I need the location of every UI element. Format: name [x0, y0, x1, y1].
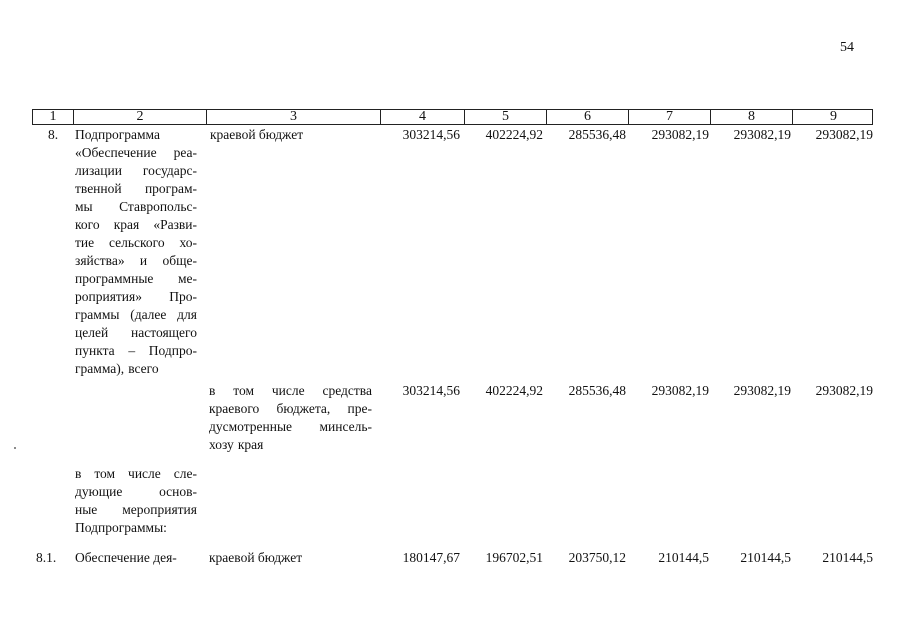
scan-speck: [14, 447, 16, 449]
value-col-7: 210144,5: [658, 550, 709, 565]
value-col-8: 293082,19: [733, 383, 791, 398]
word: Про-: [169, 289, 197, 304]
word: для: [177, 307, 197, 322]
word: числе: [128, 466, 161, 481]
value-col-8: 210144,5: [740, 550, 791, 565]
text-line: [75, 144, 197, 162]
word: края: [113, 217, 140, 232]
row-8-name: [75, 126, 197, 378]
value-col-9: 293082,19: [815, 127, 873, 142]
row-8-sub-source: [209, 382, 372, 454]
text-line: [75, 342, 197, 360]
text-line: [75, 270, 197, 288]
header-col-5: 5: [464, 110, 546, 124]
word: дусмотренные: [209, 419, 293, 434]
text-line: [75, 519, 197, 537]
word: программные: [75, 271, 154, 286]
word: целей: [75, 325, 109, 340]
header-col-4: 4: [380, 110, 464, 124]
text-line: [209, 436, 372, 454]
text-line: [75, 198, 197, 216]
text-line: [209, 382, 372, 400]
word: ные: [75, 502, 98, 517]
word: и: [139, 253, 148, 268]
word: в: [75, 466, 82, 481]
value-col-6: 285536,48: [568, 383, 626, 398]
word: сле-: [173, 466, 197, 481]
word: сельского: [109, 235, 165, 250]
word: всего: [128, 361, 159, 376]
word: пре-: [347, 401, 372, 416]
word: твенной: [75, 181, 122, 196]
text-line: [209, 400, 372, 418]
word: зяйства»: [75, 253, 125, 268]
value-col-4: 303214,56: [402, 383, 460, 398]
text-line: [75, 465, 197, 483]
text-line: [75, 483, 197, 501]
word: «Обеспечение: [75, 145, 157, 160]
row-8-1-name: Обеспечение дея-: [75, 550, 177, 565]
row-8-number: 8.: [48, 127, 59, 142]
row-8-1-source: краевой бюджет: [209, 550, 303, 565]
word: минсель-: [319, 419, 372, 434]
value-col-5: 402224,92: [485, 383, 543, 398]
word: в: [209, 383, 216, 398]
word: (далее: [130, 307, 167, 322]
word: лизации: [75, 163, 122, 178]
header-col-9: 9: [792, 110, 874, 124]
word: тие: [75, 235, 95, 250]
word: програм-: [144, 181, 197, 196]
text-line: [75, 180, 197, 198]
word: настоящего: [131, 325, 197, 340]
word: основ-: [159, 484, 197, 499]
word: дующие: [75, 484, 123, 499]
word: мероприятия: [122, 502, 197, 517]
page-number: 54: [840, 40, 854, 55]
word: роприятия»: [75, 289, 142, 304]
header-col-2: 2: [73, 110, 206, 124]
word: Подпро-: [148, 343, 197, 358]
word: бюджета,: [276, 401, 331, 416]
word: кого: [75, 217, 100, 232]
word: Подпрограммы:: [75, 520, 167, 535]
value-col-7: 293082,19: [651, 383, 709, 398]
text-line: [75, 324, 197, 342]
value-col-9: 210144,5: [822, 550, 873, 565]
value-col-8: 293082,19: [733, 127, 791, 142]
header-col-1: 1: [49, 109, 57, 124]
word: Ставропольс-: [119, 199, 197, 214]
text-line: [75, 360, 197, 378]
word: Подпрограмма: [75, 127, 160, 142]
value-col-9: 293082,19: [815, 383, 873, 398]
text-line: [75, 216, 197, 234]
word: средства: [322, 383, 372, 398]
value-col-6: 203750,12: [568, 550, 626, 565]
word: мы: [75, 199, 93, 214]
value-col-5: 196702,51: [485, 550, 543, 565]
row-8-1-number: 8.1.: [36, 550, 57, 565]
word: грамма),: [75, 361, 125, 376]
row-8-source: краевой бюджет: [210, 127, 304, 142]
word: реа-: [173, 145, 197, 160]
text-line: [75, 252, 197, 270]
value-col-6: 285536,48: [568, 127, 626, 142]
table-header-row: [32, 109, 873, 125]
word: ме-: [177, 271, 197, 286]
word: «Разви-: [153, 217, 197, 232]
word: том: [233, 383, 254, 398]
text-line: [75, 306, 197, 324]
header-col-8: 8: [710, 110, 792, 124]
value-col-4: 303214,56: [402, 127, 460, 142]
word: хо-: [179, 235, 197, 250]
value-col-5: 402224,92: [485, 127, 543, 142]
word: обще-: [162, 253, 197, 268]
word: том: [94, 466, 116, 481]
word: –: [128, 343, 136, 358]
word: числе: [271, 383, 305, 398]
text-line: [75, 126, 197, 144]
text-line: [75, 288, 197, 306]
word: пункта: [75, 343, 115, 358]
header-col-7: 7: [628, 110, 710, 124]
value-col-4: 180147,67: [402, 550, 460, 565]
header-col-6: 6: [546, 110, 628, 124]
word: государс-: [142, 163, 197, 178]
word: хозу: [209, 437, 234, 452]
word: края: [237, 437, 264, 452]
word: граммы: [75, 307, 120, 322]
value-col-7: 293082,19: [651, 127, 709, 142]
text-line: [209, 418, 372, 436]
row-8-activities-heading: [75, 465, 197, 537]
header-col-3: 3: [206, 110, 380, 124]
text-line: [75, 501, 197, 519]
text-line: [75, 234, 197, 252]
word: краевого: [209, 401, 260, 416]
text-line: [75, 162, 197, 180]
